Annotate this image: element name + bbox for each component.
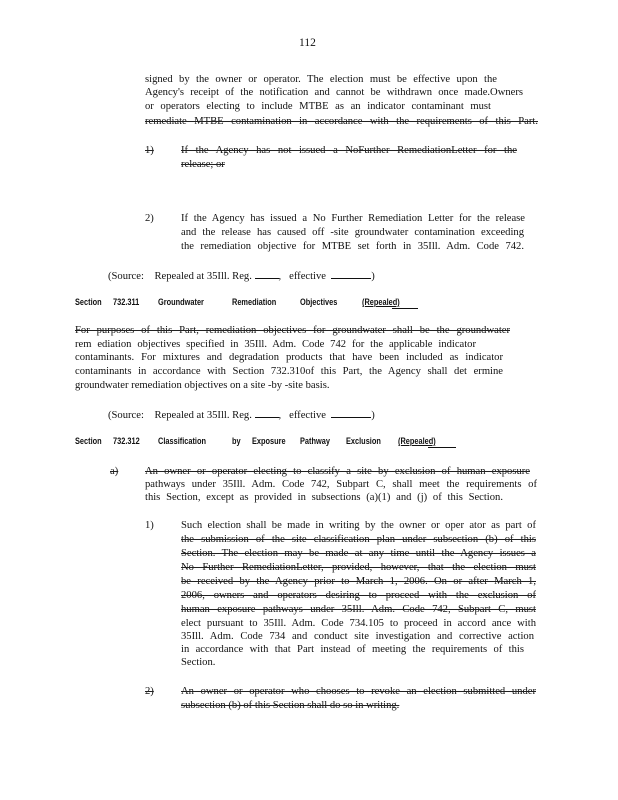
source-note	[108, 268, 375, 283]
text-line: contaminants. For mixtures and degradation products that have been included as indicator	[75, 352, 503, 363]
text-line: and the release has caused off -site groundwater contamination exceeding	[181, 227, 524, 238]
page-number: 112	[299, 37, 316, 49]
text-line: or operators electing to include MTBE as an indicator contaminant must	[145, 101, 491, 112]
repealed-text: Repealed at 35Ill. Reg.	[154, 410, 252, 421]
text-line-struck: If the Agency has not issued a NoFurther RemediationLetter for the	[181, 145, 517, 156]
section-number: 732.312	[113, 436, 140, 446]
blank	[331, 268, 371, 279]
section-title-word: by	[232, 436, 241, 446]
section-number: 732.311	[113, 297, 140, 307]
text-line: If the Agency has issued a No Further Remediation Letter for the release	[181, 213, 525, 224]
item-number: 2)	[145, 213, 154, 224]
section-label: Section	[75, 297, 102, 307]
source-note	[108, 407, 375, 422]
section-repealed: (Repealed)	[398, 436, 436, 446]
item-number: 1)	[145, 145, 154, 156]
text-line: Section.	[181, 657, 216, 668]
text-line-struck: 2006, owners and operators desiring to proceed with the exclusion of	[181, 590, 536, 601]
close-paren: )	[371, 410, 375, 421]
text-line-struck: release; or	[181, 159, 225, 170]
effective-text: effective	[289, 410, 326, 421]
close-paren: )	[371, 271, 375, 282]
section-title-word: Groundwater	[158, 297, 204, 307]
text-line: this Section, except as provided in subsections (a)(1) and (j) of this Section.	[145, 492, 503, 503]
text-line: Agency's receipt of the notification and cannot be withdrawn once made.Owners	[145, 87, 523, 98]
comma: ,	[278, 410, 282, 421]
item-letter: a)	[110, 466, 119, 477]
text-line-struck: human exposure pathways under 35Ill. Adm. Code 742, Subpart C, must	[181, 604, 536, 615]
text-line: groundwater remediation objectives on a site -by -site basis.	[75, 380, 330, 391]
item-number: 2)	[145, 686, 154, 697]
text-line: in accordance with that Part instead of meeting the requirements of this	[181, 644, 524, 655]
section-title-word: Remediation	[232, 297, 277, 307]
underline-rule	[392, 308, 418, 309]
text-line: 35Ill. Adm. Code 734 and conduct site investigation and corrective action	[181, 631, 534, 642]
text-line: contaminants in accordance with Section 732.310of this Part, the Agency shall det ermine	[75, 366, 503, 377]
blank	[255, 268, 279, 279]
section-repealed: (Repealed)	[362, 297, 400, 307]
repealed-text: Repealed at 35Ill. Reg.	[154, 271, 252, 282]
effective-text: effective	[289, 271, 326, 282]
text-line-struck: An owner or operator electing to classify a site by exclusion of human exposure	[145, 466, 530, 477]
text-line-struck: subsection (b) of this Section shall do so in writing.	[181, 700, 400, 711]
section-title-word: Exclusion	[346, 436, 381, 446]
text-line: elect pursuant to 35Ill. Adm. Code 734.105 to proceed in accord ance with	[181, 618, 536, 629]
underline-rule	[428, 447, 456, 448]
blank	[255, 407, 279, 418]
text-line: Such election shall be made in writing by the owner or oper ator as part of	[181, 520, 536, 531]
text-line-struck: An owner or operator who chooses to revoke an election submitted under	[181, 686, 536, 697]
comma: ,	[278, 271, 282, 282]
text-line: signed by the owner or operator. The election must be effective upon the	[145, 74, 497, 85]
text-line-struck: be received by the Agency prior to March 1, 2006. On or after March 1,	[181, 576, 536, 587]
section-title-word: Pathway	[300, 436, 330, 446]
text-line: rem ediation objectives specified in 35Ill. Adm. Code 742 for the applicable indicator	[75, 339, 476, 350]
section-label: Section	[75, 436, 102, 446]
source-label: (Source:	[108, 271, 144, 282]
text-line-struck: No Further RemediationLetter, provided, however, that the election must	[181, 562, 536, 573]
blank	[331, 407, 371, 418]
section-title-word: Classification	[158, 436, 206, 446]
section-title-word: Objectives	[300, 297, 338, 307]
text-line-struck: remediate MTBE contamination in accordance with the requirements of this Part.	[145, 116, 538, 127]
source-label: (Source:	[108, 410, 144, 421]
text-line: pathways under 35Ill. Adm. Code 742, Subpart C, shall meet the requirements of	[145, 479, 537, 490]
item-number: 1)	[145, 520, 154, 531]
text-line-struck: the submission of the site classification plan under subsection (b) of this	[181, 534, 536, 545]
text-line-struck: For purposes of this Part, remediation objectives for groundwater shall be the groundwater	[75, 325, 510, 336]
text-line: the remediation objective for MTBE set forth in 35Ill. Adm. Code 742.	[181, 241, 524, 252]
text-line-struck: Section. The election may be made at any time until the Agency issues a	[181, 548, 536, 559]
section-title-word: Exposure	[252, 436, 286, 446]
